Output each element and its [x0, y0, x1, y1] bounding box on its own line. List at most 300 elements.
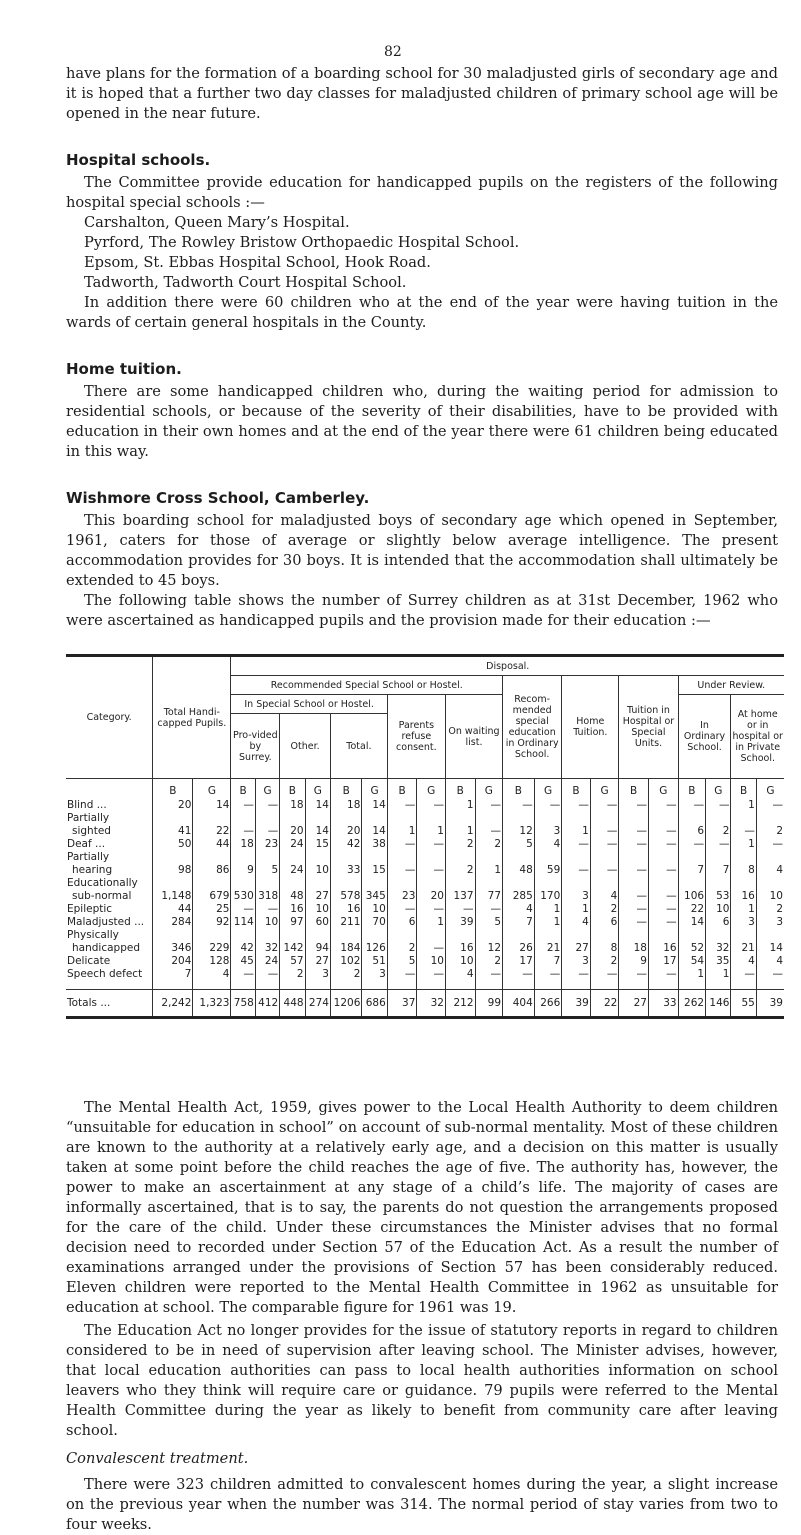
boys-girls-row — [66, 779, 784, 800]
spacer-cell — [678, 981, 706, 990]
table-cell: 4 — [445, 968, 475, 981]
table-cell: 45 — [231, 955, 255, 968]
row-label: Physically — [67, 929, 119, 941]
table-cell: 262 — [678, 990, 706, 1018]
table-cell: 32 — [417, 990, 446, 1018]
empty-cell — [475, 929, 503, 942]
table-cell: 1,323 — [193, 990, 231, 1018]
table-cell: — — [387, 799, 417, 812]
table-cell: 48 — [503, 864, 535, 877]
table-cell: 9 — [231, 864, 255, 877]
table-cell: 97 — [280, 916, 305, 929]
empty-cell — [330, 812, 361, 825]
empty-cell — [417, 851, 446, 864]
table-cell: 23 — [387, 890, 417, 903]
empty-cell — [305, 851, 330, 864]
header-waiting-list: On waiting list. — [445, 695, 502, 779]
table-cell: 114 — [231, 916, 255, 929]
table-cell: 59 — [534, 864, 562, 877]
table-row — [66, 838, 784, 851]
row-label: Delicate — [67, 955, 111, 967]
totals-label: Totals ... — [66, 990, 153, 1018]
table-cell: — — [648, 799, 678, 812]
table-cell: 2 — [475, 838, 503, 851]
empty-cell — [330, 929, 361, 942]
girls-column-label: G — [193, 779, 231, 800]
girls-column-label: G — [706, 779, 731, 800]
spacer-cell — [445, 981, 475, 990]
table-cell: — — [231, 799, 255, 812]
table-cell: 3 — [562, 890, 591, 903]
table-row — [66, 890, 784, 903]
empty-cell — [280, 877, 305, 890]
table-cell: — — [503, 799, 535, 812]
table-cell: — — [231, 968, 255, 981]
boys-column-label: B — [153, 779, 193, 800]
empty-cell — [417, 929, 446, 942]
empty-cell — [619, 812, 649, 825]
empty-cell — [305, 812, 330, 825]
header-disposal: Disposal. — [231, 656, 784, 676]
spacer-cell — [255, 981, 279, 990]
boys-column-label: B — [562, 779, 591, 800]
boys-column-label: B — [678, 779, 706, 800]
table-cell: 33 — [648, 990, 678, 1018]
table-cell: 16 — [280, 903, 305, 916]
empty-cell — [706, 851, 731, 864]
empty-cell — [534, 851, 562, 864]
table-cell: 25 — [193, 903, 231, 916]
row-label: Maladjusted ... — [67, 916, 145, 928]
table-cell: — — [562, 838, 591, 851]
table-cell: 17 — [648, 955, 678, 968]
boys-column-label: B — [330, 779, 361, 800]
table-cell: 16 — [731, 890, 756, 903]
table-cell: 8 — [731, 864, 756, 877]
education-act-paragraph: The Education Act no longer provides for the issue of statutory reports in regard to children considered to be in need of supervision after leaving school. The Minister advises, however, that local education authorities can pass to local health authorities information on school leavers who they think will require care or guidance. 79 pupils were referred to the Mental Health Committee during the year as likely to benefit from community care after leaving school. — [66, 1322, 778, 1439]
spacer-cell — [619, 981, 649, 990]
table-cell: 10 — [305, 864, 330, 877]
empty-cell — [678, 851, 706, 864]
table-cell: 345 — [362, 890, 387, 903]
table-cell: 1 — [534, 903, 562, 916]
table-cell: 17 — [503, 955, 535, 968]
spacer-cell — [153, 981, 193, 990]
table-cell: 24 — [280, 838, 305, 851]
girls-column-label: G — [362, 779, 387, 800]
empty-cell — [475, 877, 503, 890]
table-cell: 27 — [562, 942, 591, 955]
table-cell: 4 — [756, 864, 784, 877]
table-cell: — — [417, 799, 446, 812]
page-number: 82 — [384, 44, 402, 60]
table-cell: 2 — [445, 864, 475, 877]
table-cell: — — [387, 838, 417, 851]
intro-paragraph: have plans for the formation of a boarding school for 30 maladjusted girls of secondary age and it is hoped that a further two day classes for maladjusted children of primary school age will be opened in the near future. — [66, 65, 778, 122]
table-cell: 2 — [706, 825, 731, 838]
table-cell: — — [590, 799, 619, 812]
table-cell: 1 — [534, 916, 562, 929]
empty-cell — [562, 929, 591, 942]
table-cell: 1206 — [330, 990, 361, 1018]
table-cell: 41 — [153, 825, 193, 838]
empty-cell — [153, 877, 193, 890]
table-cell: 530 — [231, 890, 255, 903]
hospital-school-3: Epsom, St. Ebbas Hospital School, Hook Road. — [84, 254, 431, 271]
table-cell: 212 — [445, 990, 475, 1018]
empty-cell — [417, 877, 446, 890]
boys-column-label: B — [387, 779, 417, 800]
table-cell: 16 — [648, 942, 678, 955]
table-cell: 18 — [330, 799, 361, 812]
empty-cell — [231, 812, 255, 825]
empty-cell — [619, 851, 649, 864]
empty-cell — [330, 851, 361, 864]
row-label: Partially — [67, 812, 110, 824]
spacer-cell — [280, 981, 305, 990]
empty-cell — [562, 812, 591, 825]
table-cell: 686 — [362, 990, 387, 1018]
table-cell: 106 — [678, 890, 706, 903]
table-cell: 2 — [475, 955, 503, 968]
row-label: Educationally — [67, 877, 138, 889]
table-cell: 6 — [706, 916, 731, 929]
table-cell: 2 — [756, 903, 784, 916]
convalescent-heading: Convalescent treatment. — [66, 1450, 249, 1467]
disposal-table — [66, 654, 784, 1019]
table-cell: 4 — [731, 955, 756, 968]
table-cell: 285 — [503, 890, 535, 903]
table-cell: 57 — [280, 955, 305, 968]
table-cell: 50 — [153, 838, 193, 851]
empty-cell — [255, 812, 279, 825]
table-cell: 170 — [534, 890, 562, 903]
table-cell: 98 — [153, 864, 193, 877]
table-cell: 679 — [193, 890, 231, 903]
mental-health-paragraph: The Mental Health Act, 1959, gives power to the Local Health Authority to deem children “unsuitable for education in school” on account of sub-normal mentality. Most of these children are known to the authority at a relatively early age, and a decision on this matter is usually taken at some point before the child reaches the age of five. The authority has, however, the power to make an ascertainment at any stage of a child’s life. The majority of cases are informally ascertained, that is to say, the parents do not question the arrangements proposed for the care of the child. Under these circumstances the Minister advises that no formal decision need to recorded under Section 57 of the Education Act. As a result the number of examinations arranged under the provisions of Section 57 has been considerably reduced. Eleven children were reported to the Mental Health Committee in 1962 as unsuitable for education at school. The comparable figure for 1961 was 19. — [66, 1099, 778, 1316]
bg-label — [66, 779, 153, 800]
table-cell: 16 — [445, 942, 475, 955]
table-cell: 14 — [193, 799, 231, 812]
header-recommended: Recommended Special School or Hostel. — [231, 676, 503, 695]
table-cell: 27 — [305, 890, 330, 903]
spacer-cell — [756, 981, 784, 990]
empty-cell — [231, 877, 255, 890]
table-cell: — — [648, 838, 678, 851]
table-cell: 20 — [280, 825, 305, 838]
spacer-cell — [362, 981, 387, 990]
table-cell: — — [475, 825, 503, 838]
wishmore-paragraph: This boarding school for maladjusted boys of secondary age which opened in September, 1961, caters for those of average or slightly below average intelligence. The present accommodation provides for 30 boys. It is intended that the accommodation shall ultimately be extended to 45 boys. — [66, 512, 778, 589]
table-cell: 3 — [562, 955, 591, 968]
table-cell: — — [678, 799, 706, 812]
girls-column-label: G — [534, 779, 562, 800]
table-cell: — — [619, 890, 649, 903]
table-cell: 15 — [362, 864, 387, 877]
empty-cell — [756, 929, 784, 942]
empty-cell — [756, 877, 784, 890]
empty-cell — [706, 929, 731, 942]
table-cell: — — [387, 864, 417, 877]
table-cell: 404 — [503, 990, 535, 1018]
empty-cell — [362, 929, 387, 942]
empty-cell — [305, 877, 330, 890]
header-total: Total Handi-capped Pupils. — [153, 656, 231, 779]
girls-column-label: G — [305, 779, 330, 800]
table-cell: — — [534, 799, 562, 812]
empty-cell — [280, 851, 305, 864]
empty-cell — [255, 851, 279, 864]
table-cell: — — [590, 838, 619, 851]
empty-cell — [193, 877, 231, 890]
table-cell: 1 — [475, 864, 503, 877]
empty-cell — [619, 877, 649, 890]
table-cell: 18 — [619, 942, 649, 955]
table-cell: 39 — [562, 990, 591, 1018]
empty-cell — [678, 929, 706, 942]
empty-cell — [445, 851, 475, 864]
spacer-cell — [231, 981, 255, 990]
empty-cell — [362, 812, 387, 825]
empty-cell — [193, 851, 231, 864]
home-tuition-paragraph: There are some handicapped children who, during the waiting period for admission to residential schools, or because of the severity of their disabilities, have to be provided with education in their own homes and at the end of the year there were 61 children being educated in this way. — [66, 383, 778, 460]
table-cell: 92 — [193, 916, 231, 929]
table-row-label — [66, 851, 784, 864]
table-cell: 102 — [330, 955, 361, 968]
spacer-cell — [731, 981, 756, 990]
table-cell: 204 — [153, 955, 193, 968]
table-cell: 35 — [706, 955, 731, 968]
row-label: Blind ... — [67, 799, 107, 811]
table-cell: 229 — [193, 942, 231, 955]
table-cell: 37 — [387, 990, 417, 1018]
spacer-cell — [330, 981, 361, 990]
table-cell: 578 — [330, 890, 361, 903]
table-cell: 54 — [678, 955, 706, 968]
spacer-cell — [590, 981, 619, 990]
empty-cell — [619, 929, 649, 942]
table-cell: — — [255, 799, 279, 812]
empty-cell — [503, 812, 535, 825]
header-recommended-ordinary: Recom-mended special education in Ordinary School. — [503, 676, 562, 779]
table-cell: 318 — [255, 890, 279, 903]
table-cell: 1 — [678, 968, 706, 981]
table-cell: 9 — [619, 955, 649, 968]
table-cell: — — [590, 968, 619, 981]
table-cell: 52 — [678, 942, 706, 955]
table-cell: 2 — [590, 903, 619, 916]
table-cell: 22 — [678, 903, 706, 916]
table-row — [66, 968, 784, 981]
empty-cell — [731, 812, 756, 825]
table-cell: 274 — [305, 990, 330, 1018]
empty-cell — [534, 812, 562, 825]
table-cell: 346 — [153, 942, 193, 955]
table-cell: 32 — [706, 942, 731, 955]
table-cell: 2 — [330, 968, 361, 981]
wishmore-heading: Wishmore Cross School, Camberley. — [66, 489, 370, 507]
table-cell: 3 — [362, 968, 387, 981]
table-row — [66, 864, 784, 877]
table-cell: — — [619, 825, 649, 838]
empty-cell — [590, 877, 619, 890]
header-in-special: In Special School or Hostel. — [231, 695, 387, 714]
header-under-review: Under Review. — [678, 676, 784, 695]
table-row — [66, 942, 784, 955]
table-cell: — — [417, 968, 446, 981]
boys-column-label: B — [503, 779, 535, 800]
empty-cell — [648, 929, 678, 942]
table-cell: 3 — [534, 825, 562, 838]
table-cell: 4 — [756, 955, 784, 968]
spacer-cell — [387, 981, 417, 990]
table-cell: 7 — [503, 916, 535, 929]
table-cell: 12 — [503, 825, 535, 838]
table-cell: 137 — [445, 890, 475, 903]
table-cell: 20 — [330, 825, 361, 838]
table-cell: 44 — [153, 903, 193, 916]
empty-cell — [648, 851, 678, 864]
empty-cell — [590, 851, 619, 864]
row-label-continued: sub-normal — [72, 890, 132, 902]
upper-text — [66, 64, 778, 631]
empty-cell — [648, 812, 678, 825]
table-cell: 7 — [153, 968, 193, 981]
table-cell: 44 — [193, 838, 231, 851]
table-body — [66, 779, 784, 1018]
table-cell: 146 — [706, 990, 731, 1018]
header-ordinary-school: In Ordinary School. — [678, 695, 731, 779]
table-cell: 6 — [387, 916, 417, 929]
table-cell: 1 — [706, 968, 731, 981]
table-cell: — — [619, 864, 649, 877]
boys-column-label: B — [231, 779, 255, 800]
spacer-cell — [503, 981, 535, 990]
table-cell: 21 — [534, 942, 562, 955]
table-cell: 99 — [475, 990, 503, 1018]
table-cell: 42 — [330, 838, 361, 851]
table-cell: 21 — [731, 942, 756, 955]
table-cell: 22 — [193, 825, 231, 838]
table-cell: — — [445, 903, 475, 916]
table-cell: 7 — [534, 955, 562, 968]
empty-cell — [562, 877, 591, 890]
table-cell: — — [475, 799, 503, 812]
table-cell: — — [756, 799, 784, 812]
empty-cell — [475, 851, 503, 864]
table-cell: 10 — [445, 955, 475, 968]
table-cell: 14 — [362, 799, 387, 812]
table-cell: — — [534, 968, 562, 981]
table-cell: — — [255, 968, 279, 981]
table-cell: 4 — [193, 968, 231, 981]
empty-cell — [362, 877, 387, 890]
table-cell: — — [590, 864, 619, 877]
table-cell: — — [648, 890, 678, 903]
empty-cell — [678, 812, 706, 825]
table-cell: — — [417, 864, 446, 877]
table-cell: — — [731, 968, 756, 981]
table-cell: 23 — [255, 838, 279, 851]
table-cell: 184 — [330, 942, 361, 955]
spacer-cell — [193, 981, 231, 990]
table-cell: 412 — [255, 990, 279, 1018]
table-cell: 4 — [590, 890, 619, 903]
table-cell: 10 — [706, 903, 731, 916]
table-cell: 42 — [231, 942, 255, 955]
table-cell: 6 — [678, 825, 706, 838]
empty-cell — [330, 877, 361, 890]
home-tuition-heading: Home tuition. — [66, 360, 182, 378]
boys-column-label: B — [619, 779, 649, 800]
empty-cell — [445, 877, 475, 890]
empty-cell — [731, 877, 756, 890]
table-cell: 10 — [255, 916, 279, 929]
spacer-cell — [417, 981, 446, 990]
empty-cell — [153, 851, 193, 864]
table-cell: 24 — [255, 955, 279, 968]
table-cell: 5 — [475, 916, 503, 929]
empty-cell — [153, 929, 193, 942]
girls-column-label: G — [590, 779, 619, 800]
empty-cell — [756, 812, 784, 825]
empty-cell — [280, 812, 305, 825]
table-cell: 128 — [193, 955, 231, 968]
table-cell: 10 — [362, 903, 387, 916]
table-cell: — — [648, 864, 678, 877]
totals-row — [66, 990, 784, 1018]
table-cell: — — [475, 968, 503, 981]
spacer-cell — [648, 981, 678, 990]
table-cell: — — [417, 942, 446, 955]
empty-cell — [534, 877, 562, 890]
table-cell: 38 — [362, 838, 387, 851]
empty-cell — [445, 929, 475, 942]
table-cell: 4 — [534, 838, 562, 851]
table-cell: 266 — [534, 990, 562, 1018]
table-cell: 14 — [678, 916, 706, 929]
girls-column-label: G — [475, 779, 503, 800]
table-cell: 51 — [362, 955, 387, 968]
table-cell: 1 — [562, 903, 591, 916]
table-cell: 758 — [231, 990, 255, 1018]
table-cell: — — [562, 864, 591, 877]
table-cell: 20 — [417, 890, 446, 903]
table-cell: — — [648, 825, 678, 838]
table-cell: — — [619, 916, 649, 929]
empty-cell — [475, 812, 503, 825]
girls-column-label: G — [417, 779, 446, 800]
table-cell: — — [417, 838, 446, 851]
table-cell: 53 — [706, 890, 731, 903]
table-cell: 39 — [445, 916, 475, 929]
table-cell: 18 — [231, 838, 255, 851]
table-cell: 27 — [619, 990, 649, 1018]
row-label-continued: hearing — [72, 864, 113, 876]
header-provided-by-surrey: Pro-vided by Surrey. — [231, 714, 280, 779]
girls-column-label: G — [756, 779, 784, 800]
empty-cell — [280, 929, 305, 942]
table-cell: — — [255, 903, 279, 916]
table-cell: 2 — [280, 968, 305, 981]
table-cell: 5 — [255, 864, 279, 877]
spacer-cell — [66, 981, 153, 990]
table-cell: 77 — [475, 890, 503, 903]
boys-column-label: B — [731, 779, 756, 800]
table-cell: — — [255, 825, 279, 838]
table-cell: 86 — [193, 864, 231, 877]
table-cell: — — [619, 799, 649, 812]
